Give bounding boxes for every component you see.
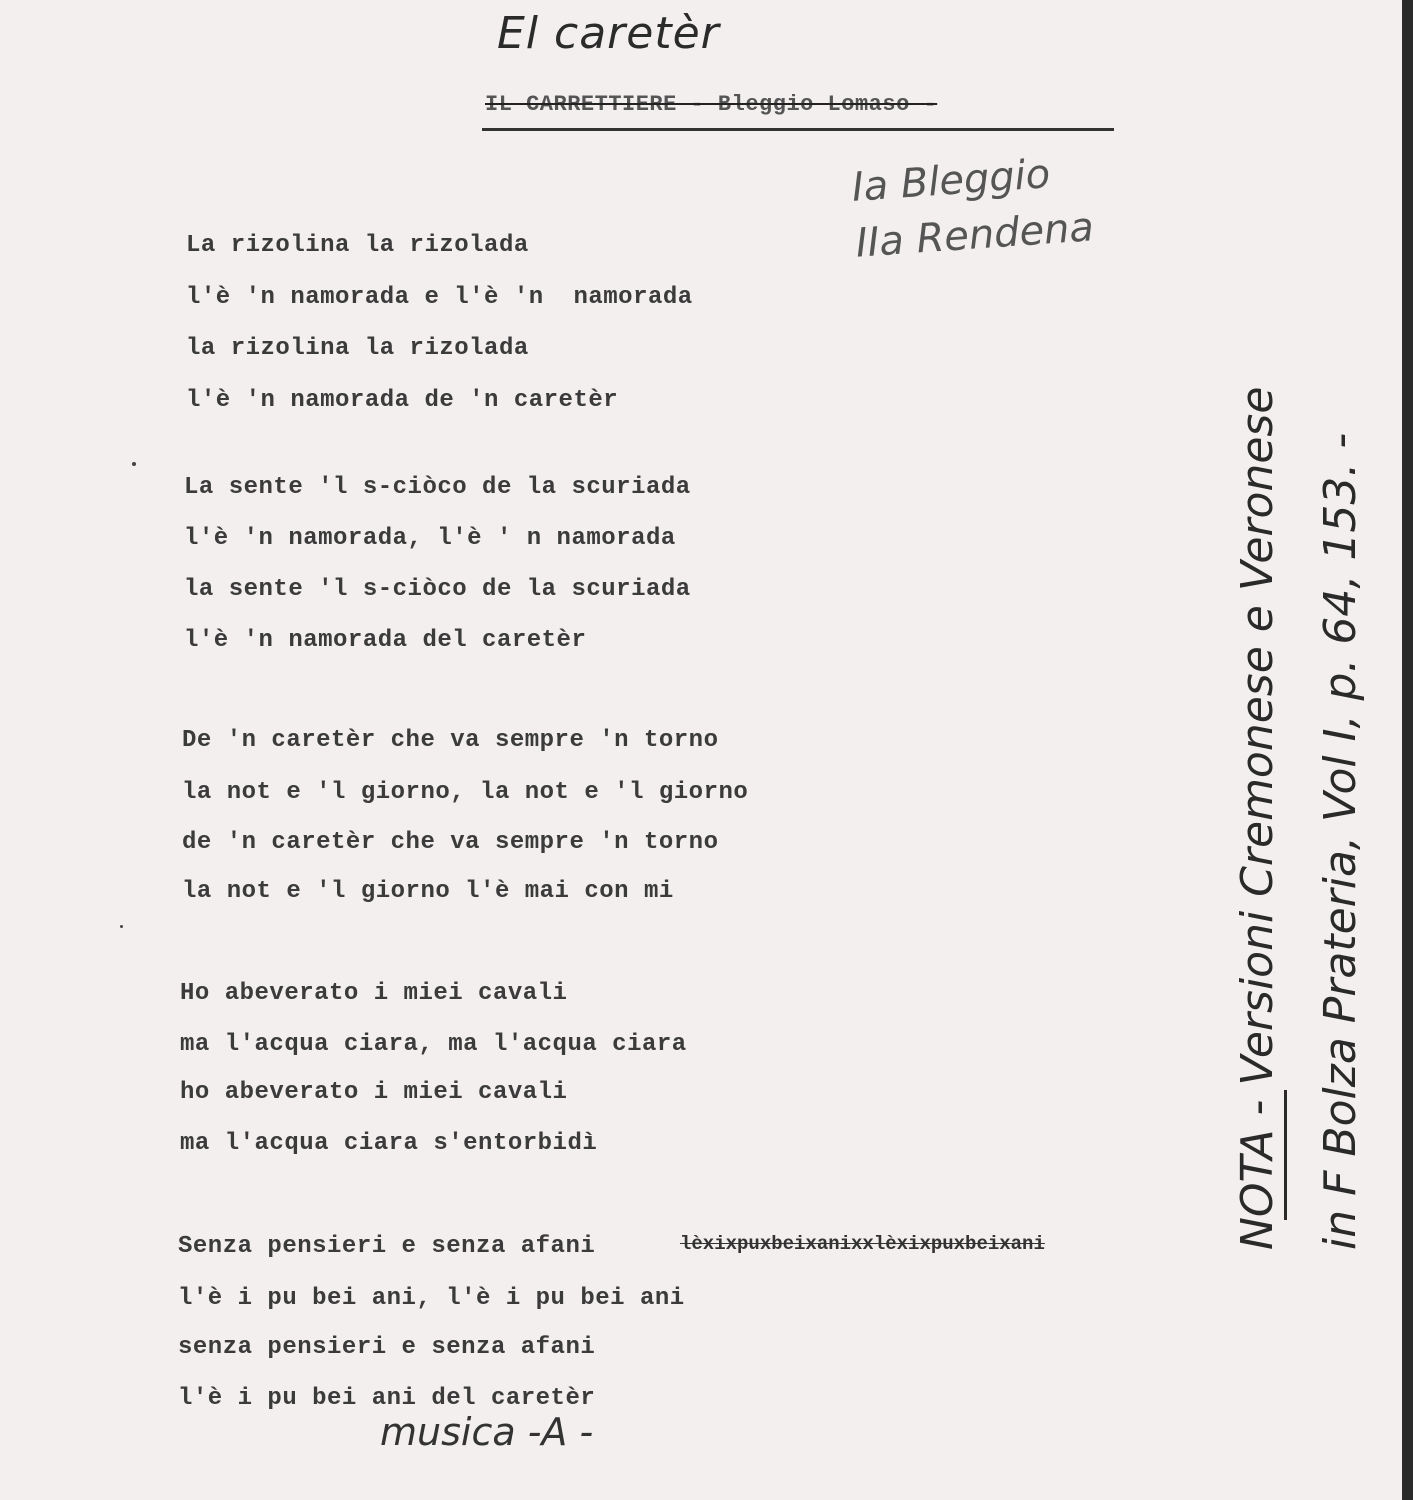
- stanza-2-line-3: la sente 'l s-ciòco de la scuriada: [184, 576, 691, 603]
- stanza-5-line-3: senza pensieri e senza afani: [178, 1334, 596, 1361]
- stanza-3-line-4: la not e 'l giorno l'è mai con mi: [182, 878, 674, 905]
- struck-out-text: lèxixpuxbeixanixxlèxixpuxbeixani: [680, 1233, 1045, 1255]
- stanza-2-line-1: La sente 'l s-ciòco de la scuriada: [184, 474, 691, 501]
- stanza-1-line-2: l'è 'n namorada e l'è 'n namorada: [186, 284, 693, 311]
- side-note: [1210, 180, 1402, 1270]
- side-note-underline: [1284, 1090, 1287, 1220]
- ink-speck: [132, 462, 136, 466]
- stanza-1-line-3: la rizolina la rizolada: [186, 335, 529, 362]
- stanza-3-line-2: la not e 'l giorno, la not e 'l giorno: [182, 779, 749, 806]
- version-note: Ia Bleggio IIa Rendena: [850, 151, 1096, 267]
- handwritten-title: El caretèr: [497, 8, 720, 59]
- stanza-4-line-2: ma l'acqua ciara, ma l'acqua ciara: [180, 1031, 687, 1058]
- stanza-4-line-1: Ho abeverato i miei cavali: [180, 980, 568, 1007]
- stanza-2-line-2: l'è 'n namorada, l'è ' n namorada: [184, 525, 676, 552]
- struck-typed-title: IL CARRETTIERE - Bleggio Lomaso -: [485, 92, 938, 117]
- scan-edge: [1402, 0, 1413, 1500]
- ink-speck: [120, 925, 123, 928]
- stanza-3-line-3: de 'n caretèr che va sempre 'n torno: [182, 829, 719, 856]
- side-note-line-2: in F Bolza Prateria, Vol I, p. 64, 153. -: [1315, 432, 1366, 1250]
- stanza-5-line-4: l'è i pu bei ani del caretèr: [178, 1385, 596, 1412]
- corner-mark: [1196, 0, 1236, 8]
- title-underline: [482, 128, 1114, 131]
- stanza-4-line-3: ho abeverato i miei cavali: [180, 1079, 568, 1106]
- side-note-line-1: NOTA - Versioni Cremonese e Veronese: [1232, 386, 1283, 1250]
- stanza-3-line-1: De 'n caretèr che va sempre 'n torno: [182, 727, 719, 754]
- stanza-4-line-4: ma l'acqua ciara s'entorbidì: [180, 1130, 598, 1157]
- music-note: musica -A -: [380, 1410, 594, 1454]
- stanza-5-line-1: Senza pensieri e senza afani: [178, 1233, 596, 1260]
- stanza-1-line-1: La rizolina la rizolada: [186, 232, 529, 259]
- stanza-2-line-4: l'è 'n namorada del caretèr: [184, 627, 587, 654]
- stanza-5-line-2: l'è i pu bei ani, l'è i pu bei ani: [178, 1285, 685, 1312]
- stanza-1-line-4: l'è 'n namorada de 'n caretèr: [186, 387, 619, 414]
